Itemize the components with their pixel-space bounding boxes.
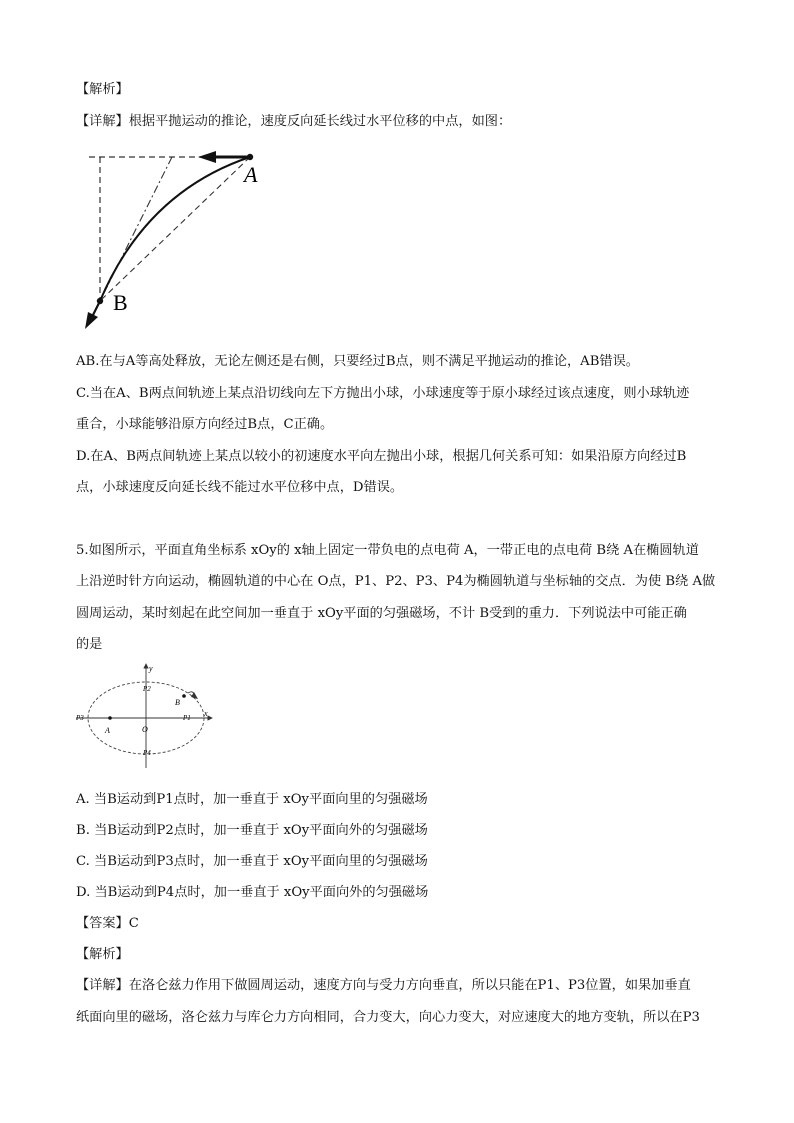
label-y: y xyxy=(149,664,153,673)
label-a: A xyxy=(244,162,258,187)
analysis-heading-2: 【解析】 xyxy=(76,947,129,962)
projectile-figure xyxy=(76,142,276,336)
option-d-line2: 点，小球速度反向延长线不能过水平位移中点，D错误。 xyxy=(76,480,404,495)
arrowhead-left xyxy=(198,151,216,163)
question5-line4: 的是 xyxy=(76,637,103,652)
choice-c: C. 当B运动到P3点时，加一垂直于 xOy平面向里的匀强磁场 xyxy=(76,854,428,869)
point-a-dot xyxy=(247,154,253,160)
question5-line1: 5.如图所示，平面直角坐标系 xOy的 x轴上固定一带负电的点电荷 A，一带正电的点电荷 B绕 A在椭圆轨道 xyxy=(76,543,699,558)
choice-d: D. 当B运动到P4点时，加一垂直于 xOy平面向外的匀强磁场 xyxy=(76,885,429,900)
answer: 【答案】C xyxy=(76,916,139,931)
option-d-line1: D.在A、B两点间轨迹上某点以较小的初速度水平向左抛出小球，根据几何关系可知：如果沿原方向经过B xyxy=(76,449,687,464)
choice-b: B. 当B运动到P2点时，加一垂直于 xOy平面向外的匀强磁场 xyxy=(76,823,428,838)
label-x: x xyxy=(204,709,208,718)
analysis-detail-2-line1: 【详解】在洛仑兹力作用下做圆周运动，速度方向与受力方向垂直，所以只能在P1、P3位置，如果加垂直 xyxy=(76,978,691,993)
question5-line3: 圆周运动，某时刻起在此空间加一垂直于 xOy平面的匀强磁场，不计 B受到的重力．下列说法中可能正确 xyxy=(76,606,687,621)
point-b-dot xyxy=(97,298,103,304)
motion-arrowhead xyxy=(191,692,198,699)
label-a: A xyxy=(105,726,110,735)
label-p2: P2 xyxy=(143,685,151,693)
analysis-heading-1: 【解析】 xyxy=(76,82,129,97)
chord-dashed-line xyxy=(100,157,250,301)
label-b: B xyxy=(113,290,128,315)
label-p3: P3 xyxy=(76,714,84,722)
charge-a-dot xyxy=(108,716,112,720)
analysis-detail-2-line2: 纸面向里的磁场，洛仑兹力与库仑力方向相同，合力变大，向心力变大，对应速度大的地方变轨，所以在P3 xyxy=(76,1010,700,1025)
ellipse-orbit-figure xyxy=(72,660,222,772)
label-o: O xyxy=(142,725,148,734)
charge-b-dot xyxy=(182,694,186,698)
choice-a: A. 当B运动到P1点时，加一垂直于 xOy平面向里的匀强磁场 xyxy=(76,792,428,807)
option-c-line2: 重合，小球能够沿原方向经过B点，C正确。 xyxy=(76,417,334,432)
label-p1: P1 xyxy=(183,714,191,722)
question5-line2: 上沿逆时针方向运动，椭圆轨道的中心在 O点，P1、P2、P3、P4为椭圆轨道与坐标轴的交点．为使 B绕 A做 xyxy=(76,574,716,589)
option-c-line1: C.当在A、B两点间轨迹上某点沿切线向左下方抛出小球，小球速度等于原小球经过该点速度，则小球轨迹 xyxy=(76,386,690,401)
option-ab: AB.在与A等高处释放，无论左侧还是右侧，只要经过B点，则不满足平抛运动的推论，AB错误。 xyxy=(76,354,639,369)
arrowhead-down xyxy=(85,312,98,329)
analysis-detail-1: 【详解】根据平抛运动的推论，速度反向延长线过水平位移的中点，如图： xyxy=(76,114,512,129)
label-b: B xyxy=(175,698,180,707)
label-p4: P4 xyxy=(143,749,151,757)
